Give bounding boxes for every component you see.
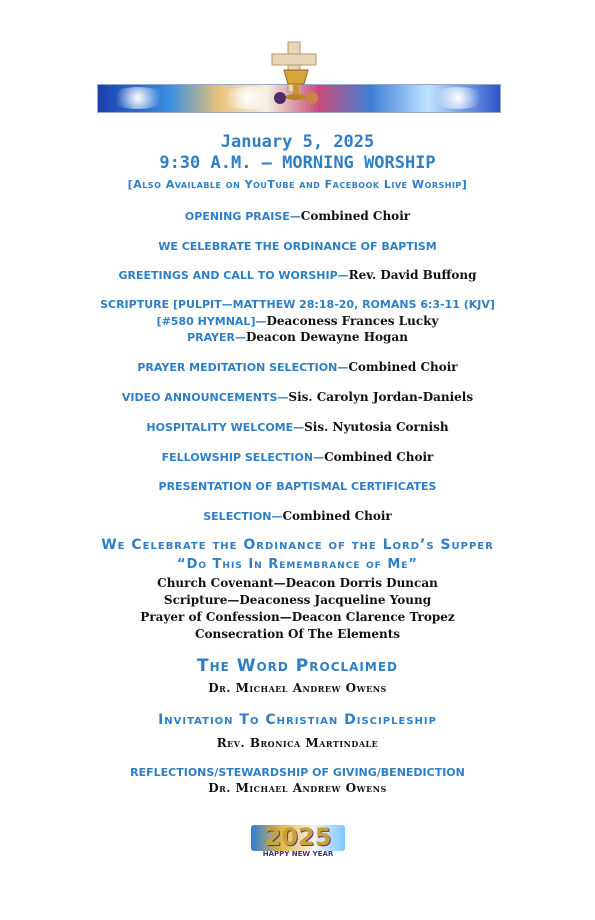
- closing-speaker: Dr. Michael Andrew Owens: [208, 781, 387, 795]
- program-item: SCRIPTURE [PULPIT—MATTHEW 28:18-20, ROMANS 6:3-11 (KJV]: [100, 298, 495, 311]
- invitation-title: Invitation To Christian Discipleship: [158, 712, 437, 728]
- service-date: January 5, 2025: [220, 132, 375, 152]
- word-title: The Word Proclaimed: [196, 656, 399, 676]
- word-speaker: Dr. Michael Andrew Owens: [208, 681, 387, 695]
- logo-year: 2025: [264, 823, 332, 851]
- lords-supper-item: Church Covenant—Deacon Dorris Duncan: [157, 576, 438, 590]
- program-item: [#580 HYMNAL]—Deaconess Frances Lucky: [156, 314, 439, 328]
- availability-note: [Also Available on YouTube and Facebook Live Worship]: [127, 178, 468, 191]
- program-item: FELLOWSHIP SELECTION—Combined Choir: [161, 450, 434, 464]
- program-item: WE CELEBRATE THE ORDINANCE OF BAPTISM: [158, 240, 437, 253]
- lords-supper-subtitle: “Do This In Remembrance of Me”: [177, 557, 418, 572]
- lords-supper-item: Scripture—Deaconess Jacqueline Young: [163, 593, 432, 607]
- program-item: PRESENTATION OF BAPTISMAL CERTIFICATES: [158, 480, 437, 493]
- program-item: HOSPITALITY WELCOME—Sis. Nyutosia Cornish: [146, 420, 449, 434]
- lords-supper-title: We Celebrate the Ordinance of the Lord’s Supper: [101, 537, 494, 553]
- closing-title: REFLECTIONS/STEWARDSHIP OF GIVING/BENEDICTION: [130, 766, 465, 779]
- program-item: PRAYER MEDITATION SELECTION—Combined Choir: [137, 360, 458, 374]
- program-item: SELECTION—Combined Choir: [203, 509, 392, 523]
- lords-supper-item: Prayer of Confession—Deacon Clarence Tropez: [140, 610, 455, 624]
- program-item: GREETINGS AND CALL TO WORSHIP—Rev. David Buffong: [118, 268, 477, 282]
- happy-new-year-logo: [251, 825, 345, 861]
- invitation-speaker: Rev. Bronica Martindale: [216, 736, 379, 750]
- lords-supper-item: Consecration Of The Elements: [194, 627, 401, 641]
- program-item: PRAYER—Deacon Dewayne Hogan: [187, 330, 408, 344]
- cross-chalice-icon: [268, 40, 324, 108]
- program-item: VIDEO ANNOUNCEMENTS—Sis. Carolyn Jordan-Daniels: [121, 390, 474, 404]
- service-time-title: 9:30 A.M. — MORNING WORSHIP: [159, 153, 436, 173]
- logo-caption: HAPPY NEW YEAR: [262, 850, 334, 858]
- program-item: OPENING PRAISE—Combined Choir: [184, 209, 411, 223]
